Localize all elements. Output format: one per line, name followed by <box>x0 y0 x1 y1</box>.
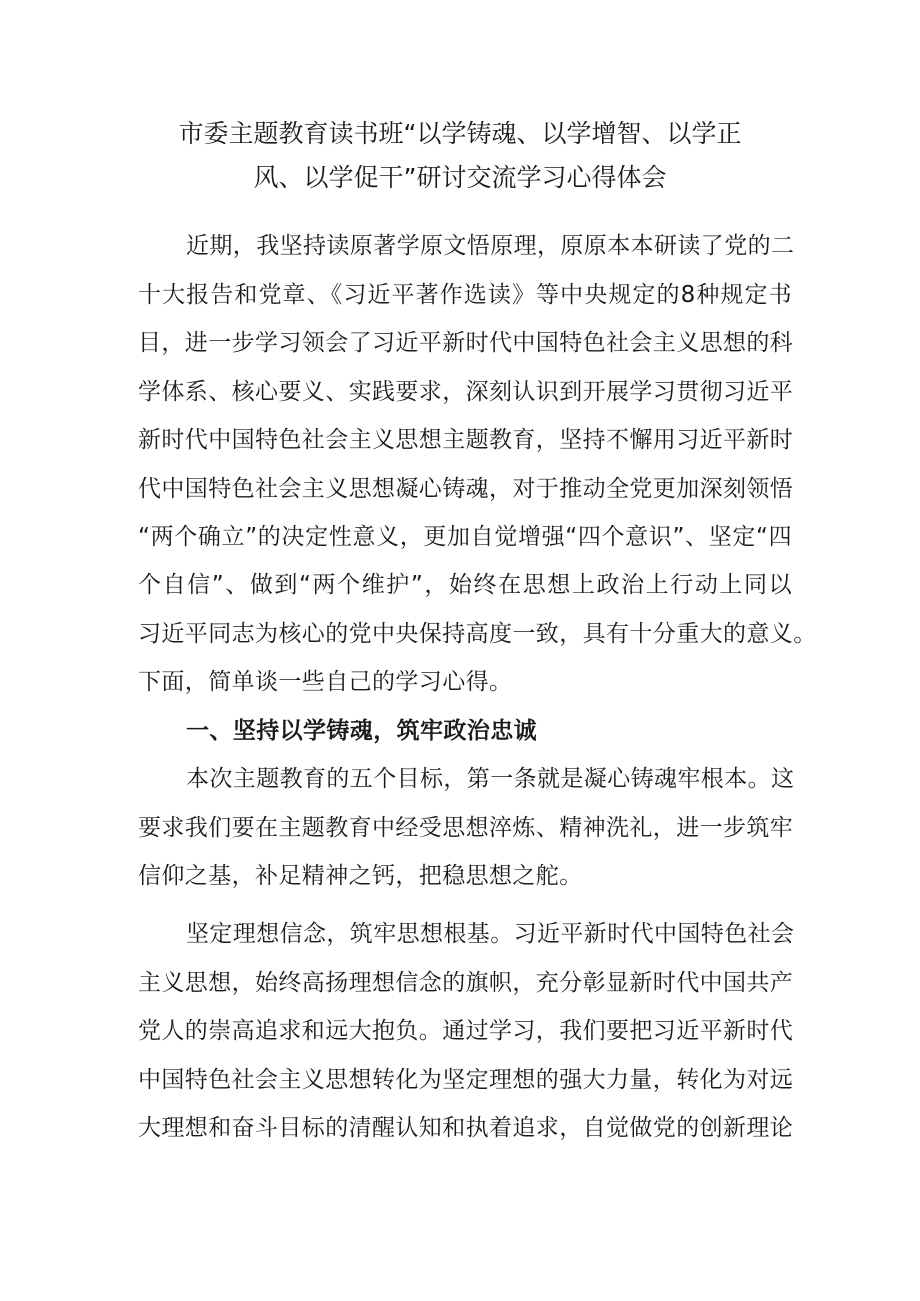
paragraph-line: 本次主题教育的五个目标，第一条就是凝心铸魂牢根本。这 <box>186 766 795 792</box>
paragraph-line: 信仰之基，补足精神之钙，把稳思想之舵。 <box>138 863 583 889</box>
paragraph-line: 近期，我坚持读原著学原文悟原理，原原本本研读了党的二 <box>186 233 795 259</box>
title-line-1: 市委主题教育读书班“以学铸魂、以学增智、以学正 <box>178 119 742 148</box>
paragraph-line: 党人的崇高追求和远大抱负。通过学习，我们要把习近平新时代 <box>138 1018 794 1044</box>
paragraph-line: 习近平同志为核心的党中央保持高度一致，具有十分重大的意义。 <box>138 621 817 647</box>
paragraph-line: 坚定理想信念，筑牢思想根基。习近平新时代中国特色社会 <box>186 921 795 947</box>
paragraph-line: 大理想和奋斗目标的清醒认知和执着追求，自觉做党的创新理论 <box>138 1115 794 1141</box>
paragraph-line: 新时代中国特色社会主义思想主题教育，坚持不懈用习近平新时 <box>138 427 794 453</box>
paragraph-line: 下面，简单谈一些自己的学习心得。 <box>138 669 513 695</box>
paragraph-line: 个自信”、做到“两个维护”，始终在思想上政治上行动上同以 <box>138 572 792 598</box>
paragraph-line: 中国特色社会主义思想转化为坚定理想的强大力量，转化为对远 <box>138 1067 794 1093</box>
title-line-2: 风、以学促干”研讨交流学习心得体会 <box>253 163 667 192</box>
section-heading: 一、坚持以学铸魂，筑牢政治忠诚 <box>186 718 537 744</box>
paragraph-line: 目，进一步学习领会了习近平新时代中国特色社会主义思想的科 <box>138 330 794 356</box>
paragraph-line: 主义思想，始终高扬理想信念的旗帜，充分彰显新时代中国共产 <box>138 970 794 996</box>
paragraph-line: 十大报告和党章、《习近平著作选读》等中央规定的8种规定书 <box>138 282 792 308</box>
paragraph-line: “两个确立”的决定性意义，更加自觉增强“四个意识”、坚定“四 <box>138 524 792 550</box>
paragraph-line: 要求我们要在主题教育中经受思想淬炼、精神洗礼，进一步筑牢 <box>138 815 794 841</box>
paragraph-line: 学体系、核心要义、实践要求，深刻认识到开展学习贯彻习近平 <box>138 379 794 405</box>
paragraph-line: 代中国特色社会主义思想凝心铸魂，对于推动全党更加深刻领悟 <box>138 476 794 502</box>
